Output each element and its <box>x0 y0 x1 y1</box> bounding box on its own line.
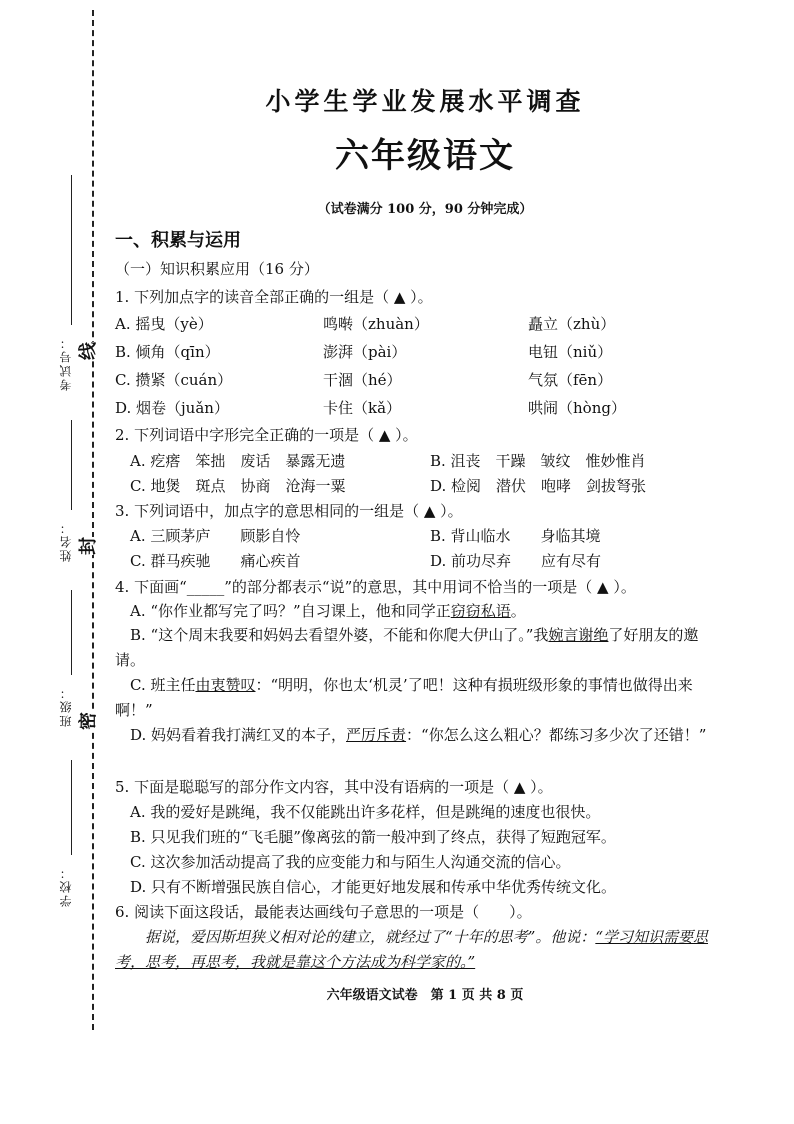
q3-c: C. 群马疾驰 痛心疾首 <box>130 552 301 570</box>
q3-a: A. 三顾茅庐 顾影自怜 <box>130 527 301 545</box>
q1-d-2: 卡住（kǎ） <box>323 399 402 417</box>
q1-option-row-c <box>115 369 735 397</box>
q4-d-underlined: 严厉斥责 <box>346 726 407 744</box>
q4-b-text: B. “这个周末我要和妈妈去看望外婆，不能和你爬大伊山了。”我 <box>130 626 549 644</box>
q5-c: C. 这次参加活动提高了我的应变能力和与陌生人沟通交流的信心。 <box>130 853 571 871</box>
q2-d: D. 检阅 潜伏 咆哮 剑拔弩张 <box>430 477 647 495</box>
q1-b-2: 澎湃（pài） <box>323 343 407 361</box>
q6-passage-text: 据说，爱因斯坦狭义相对论的建立，就经过了“十年的思考”。他说： <box>145 928 596 946</box>
q4-option-d <box>115 723 727 748</box>
q1-d-3: 哄闹（hòng） <box>528 399 626 417</box>
q3-stem: 3. 下列词语中，加点字的意思相同的一组是（ ▲ ）。 <box>115 502 463 520</box>
q4-d-end: ：“你怎么这么粗心？都练习多少次了还错！” <box>406 726 707 744</box>
q6-passage <box>115 925 727 975</box>
section-title: 一、积累与运用 <box>115 230 241 251</box>
seal-char-feng: 封 <box>78 537 99 555</box>
part-title: （一）知识积累应用（16 分） <box>115 260 319 278</box>
q4-a-end: 。 <box>510 602 526 620</box>
q1-d-1: D. 烟卷（juǎn） <box>115 399 229 417</box>
q4-d-text: D. 妈妈看着我打满红叉的本子， <box>130 726 347 744</box>
page-footer: 六年级语文试卷 第 1 页 共 8 页 <box>326 988 524 1003</box>
seal-char-xian: 线 <box>78 342 99 360</box>
exam-number-field[interactable] <box>55 175 95 395</box>
q4-b-underlined: 婉言谢绝 <box>548 626 609 644</box>
q4-a-text: A. “你作业都写完了吗？”自习课上，他和同学正 <box>130 602 451 620</box>
q1-c-2: 干涸（hé） <box>323 371 402 389</box>
q3-option-row-2 <box>115 550 735 578</box>
q1-stem: 1. 下列加点字的读音全部正确的一组是（ ▲ ）。 <box>115 288 433 306</box>
q2-c: C. 地煲 斑点 协商 沧海一粟 <box>130 477 346 495</box>
q1-b-3: 电钮（niǔ） <box>528 343 613 361</box>
exam-number-line <box>71 175 72 325</box>
q4-option-b <box>115 623 727 673</box>
q5-b: B. 只见我们班的“飞毛腿”像离弦的箭一般冲到了终点，获得了短跑冠军。 <box>130 828 616 846</box>
q4-option-c <box>115 673 727 723</box>
q2-option-row-1 <box>115 450 735 478</box>
subject-title: 六年级语文 <box>335 136 515 176</box>
q4-a-underlined: 窃窃私语 <box>450 602 511 620</box>
q4-stem: 4. 下面画“_____”的部分都表示“说”的意思，其中用词不恰当的一项是（ ▲ ）。 <box>115 578 636 596</box>
q4-c-end: ：“明明，你也太‘机灵’了吧！这种有损班级形象的事情也做得出来啊！” <box>115 676 693 719</box>
q1-c-1: C. 攒紧（cuán） <box>115 371 233 389</box>
q4-c-underlined: 由衷赞叹 <box>195 676 256 694</box>
seal-char-mi: 密 <box>78 712 99 730</box>
q3-d: D. 前功尽弃 应有尽有 <box>430 552 602 570</box>
q6-passage-underlined: “学习知识需要思考，思考，再思考，我就是靠这个方法成为科学家的。” <box>115 928 709 971</box>
q1-a-1: A. 摇曳（yè） <box>115 315 213 333</box>
q3-option-row-1 <box>115 525 735 553</box>
q3-b: B. 背山临水 身临其境 <box>430 527 601 545</box>
school-field[interactable] <box>55 760 95 920</box>
school-line <box>71 760 72 855</box>
survey-title: 小学生学业发展水平调查 <box>265 87 585 116</box>
q1-option-row-b <box>115 341 735 369</box>
class-label: 班级： <box>59 685 73 727</box>
q1-b-1: B. 倾角（qīn） <box>115 343 220 361</box>
name-label: 姓名： <box>59 520 73 562</box>
q2-stem: 2. 下列词语中字形完全正确的一项是（ ▲ ）。 <box>115 426 418 444</box>
q2-option-row-2 <box>115 475 735 503</box>
name-line <box>71 420 72 510</box>
exam-note: （试卷满分 100 分，90 分钟完成） <box>317 202 533 217</box>
q6-stem: 6. 阅读下面这段话，最能表达画线句子意思的一项是（ ）。 <box>115 903 532 921</box>
q4-b-end: 了好朋友的邀请。 <box>115 626 699 669</box>
q2-b: B. 沮丧 干躁 皱纹 惟妙惟肖 <box>430 452 646 470</box>
class-line <box>71 590 72 675</box>
q1-a-2: 鸣啭（zhuàn） <box>323 315 429 333</box>
student-info-margin <box>55 0 115 1124</box>
q1-option-row-a <box>115 313 735 341</box>
exam-number-label: 考试号： <box>59 335 73 391</box>
q1-c-3: 气氛（fēn） <box>528 371 613 389</box>
q2-a: A. 疙瘩 笨拙 废话 暴露无遗 <box>130 452 346 470</box>
q1-a-3: 矗立（zhù） <box>528 315 616 333</box>
school-label: 学校： <box>59 865 73 907</box>
class-field[interactable] <box>55 590 95 730</box>
q5-a: A. 我的爱好是跳绳，我不仅能跳出许多花样，但是跳绳的速度也很快。 <box>130 803 601 821</box>
q1-option-row-d <box>115 397 735 425</box>
q4-c-text: C. 班主任 <box>130 676 196 694</box>
q5-d: D. 只有不断增强民族自信心，才能更好地发展和传承中华优秀传统文化。 <box>130 878 617 896</box>
q4-option-a <box>115 599 727 624</box>
q5-stem: 5. 下面是聪聪写的部分作文内容，其中没有语病的一项是（ ▲ ）。 <box>115 778 553 796</box>
